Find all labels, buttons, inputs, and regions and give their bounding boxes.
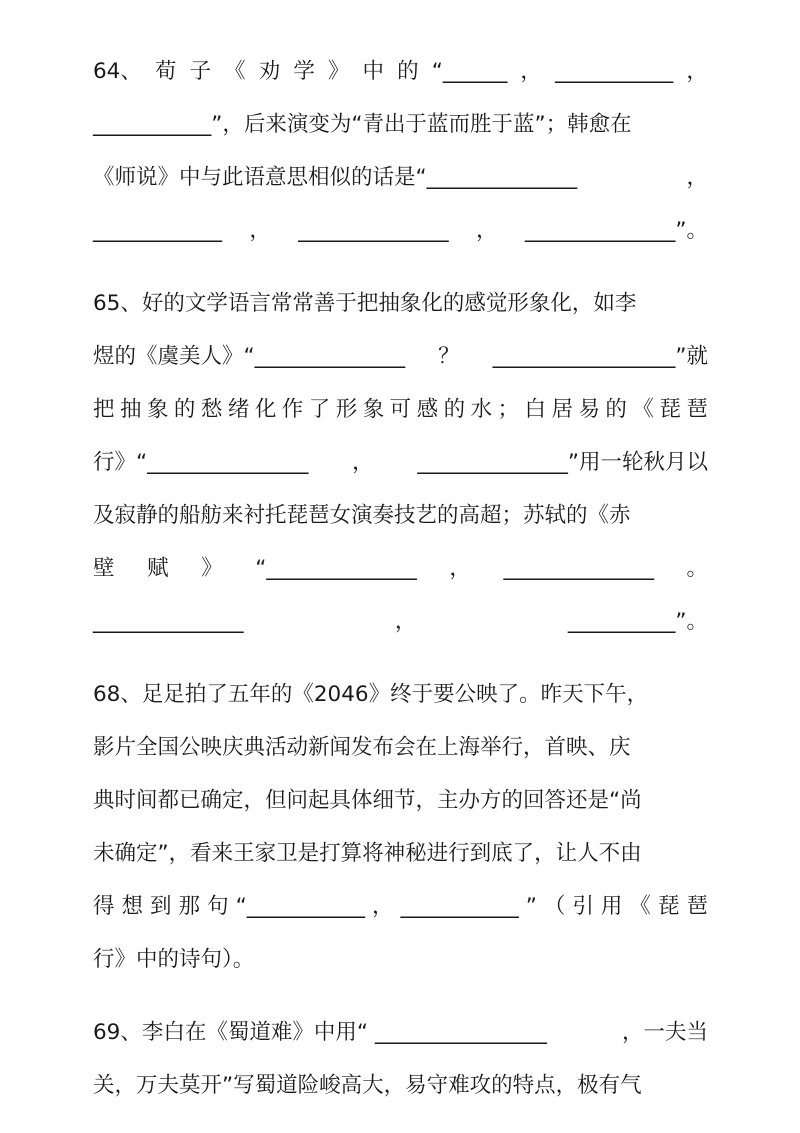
line-segment: 学 — [293, 59, 315, 84]
line-segment: ， — [394, 609, 417, 634]
line-segment: 到 — [150, 894, 172, 919]
line-segment: ______________ — [503, 556, 654, 581]
line-segment: “___________ — [235, 894, 365, 919]
line-segment: 煜的《虞美人》“______________ — [93, 344, 406, 369]
question-line — [93, 675, 708, 715]
line-segment: ， — [249, 218, 271, 243]
question-line — [93, 337, 708, 377]
line-segment: 句 — [207, 894, 229, 919]
line-segment: 及寂静的船舫来衬托琵琶女演奏技艺的高超；苏轼的《赤 — [93, 503, 631, 528]
line-segment: ___________”，后来演变为“青出于蓝而胜于蓝”；韩愈在 — [93, 112, 632, 137]
line-segment: 的 — [397, 59, 419, 84]
line-segment: 69、李白在《蜀道难》中用“ ________________ — [93, 1020, 547, 1045]
line-segment: 愁 — [200, 397, 223, 422]
question-line — [93, 549, 708, 589]
line-segment: ， — [449, 556, 471, 581]
line-segment: 64、 — [93, 59, 142, 84]
line-segment: 形 — [335, 397, 358, 422]
line-segment: 《师说》中与此语意思相似的话是“______________ — [93, 165, 578, 190]
line-segment: 未确定”，看来王家卫是打算将神秘进行到底了，让人不由 — [93, 841, 642, 866]
line-segment: 68、足足拍了五年的《2046》终于要公映了。昨天下午， — [93, 682, 649, 707]
line-segment: ______________ — [93, 609, 244, 634]
line-segment: 琵 — [659, 397, 681, 422]
question-line — [93, 105, 708, 145]
question-line — [93, 728, 708, 768]
line-segment: 把 — [93, 397, 115, 422]
line-segment: ______________”用一轮秋月以 — [417, 450, 708, 475]
line-segment: 行》中的诗句）。 — [93, 947, 255, 972]
line-segment: 行》“_______________ — [93, 450, 309, 475]
line-segment: _________________”就 — [492, 344, 708, 369]
line-segment: 绪 — [227, 397, 250, 422]
line-segment: 。 — [686, 556, 708, 581]
question-line — [93, 1066, 708, 1106]
line-segment: 劝 — [258, 59, 281, 84]
line-segment: ， — [686, 59, 708, 84]
line-segment: 可 — [389, 397, 412, 422]
line-segment: 《 — [632, 397, 654, 422]
question-line — [93, 284, 708, 324]
question-line — [93, 887, 708, 927]
line-segment: 引 — [572, 894, 594, 919]
line-segment: 荀 — [154, 59, 177, 84]
line-segment: ， — [476, 218, 498, 243]
question-line — [93, 940, 708, 980]
line-segment: 得 — [93, 894, 115, 919]
line-segment: ______________ — [298, 218, 449, 243]
line-segment: “______ — [431, 59, 508, 84]
line-segment: “______________ — [255, 556, 417, 581]
question-line — [93, 211, 708, 251]
line-segment: 典时间都已确定，但问起具体细节，主办方的回答还是“尚 — [93, 788, 642, 813]
line-segment: ， — [686, 165, 708, 190]
line-segment: 琶 — [686, 894, 708, 919]
line-segment: ” — [525, 894, 537, 919]
line-segment: 想 — [121, 894, 144, 919]
question-line — [93, 158, 708, 198]
line-segment: 》 — [327, 59, 350, 84]
line-segment: 的 — [173, 397, 196, 422]
line-segment: 中 — [362, 59, 385, 84]
line-segment: 感 — [416, 397, 439, 422]
line-segment: ， — [352, 450, 374, 475]
line-segment: ___________ — [400, 894, 519, 919]
line-segment: 那 — [178, 894, 201, 919]
line-segment: 化 — [254, 397, 277, 422]
line-segment: ______________”。 — [524, 218, 708, 243]
question-line — [93, 834, 708, 874]
question-line — [93, 443, 708, 483]
line-segment: （ — [543, 894, 566, 919]
line-segment: 的 — [605, 397, 627, 422]
line-segment: 关，万夫莫开”写蜀道险峻高大，易守难攻的特点，极有气 — [93, 1073, 642, 1098]
line-segment: 象 — [362, 397, 385, 422]
question-line — [93, 781, 708, 821]
line-segment: 《 — [629, 894, 651, 919]
line-segment: 了 — [308, 397, 331, 422]
line-segment: 65、好的文学语言常常善于把抽象化的感觉形象化，如李 — [93, 291, 637, 316]
line-segment: 象 — [146, 397, 169, 422]
line-segment: 易 — [578, 397, 600, 422]
line-segment: 水 — [470, 397, 493, 422]
line-segment: 用 — [600, 894, 623, 919]
line-segment: ？ — [438, 344, 460, 369]
line-segment: ； — [497, 397, 520, 422]
line-segment: 琵 — [657, 894, 680, 919]
line-segment: ， — [520, 59, 542, 84]
line-segment: ____________ — [93, 218, 222, 243]
question-line — [93, 52, 708, 92]
line-segment: 《 — [224, 59, 246, 84]
line-segment: ， — [371, 894, 394, 919]
line-segment: 白 — [524, 397, 547, 422]
line-segment: 》 — [201, 556, 223, 581]
question-line — [93, 496, 708, 536]
line-segment: __________”。 — [567, 609, 708, 634]
question-line — [93, 602, 708, 642]
line-segment: 赋 — [147, 556, 169, 581]
line-segment: 抽 — [119, 397, 142, 422]
line-segment: 琶 — [686, 397, 708, 422]
line-segment: 影片全国公映庆典活动新闻发布会在上海举行，首映、庆 — [93, 735, 631, 760]
line-segment: ___________ — [555, 59, 674, 84]
question-line — [93, 390, 708, 430]
line-segment: 壁 — [93, 556, 115, 581]
line-segment: 子 — [189, 59, 212, 84]
line-segment: ，一夫当 — [621, 1020, 708, 1045]
line-segment: 居 — [551, 397, 573, 422]
question-line — [93, 1013, 708, 1053]
line-segment: 的 — [443, 397, 466, 422]
line-segment: 作 — [281, 397, 304, 422]
